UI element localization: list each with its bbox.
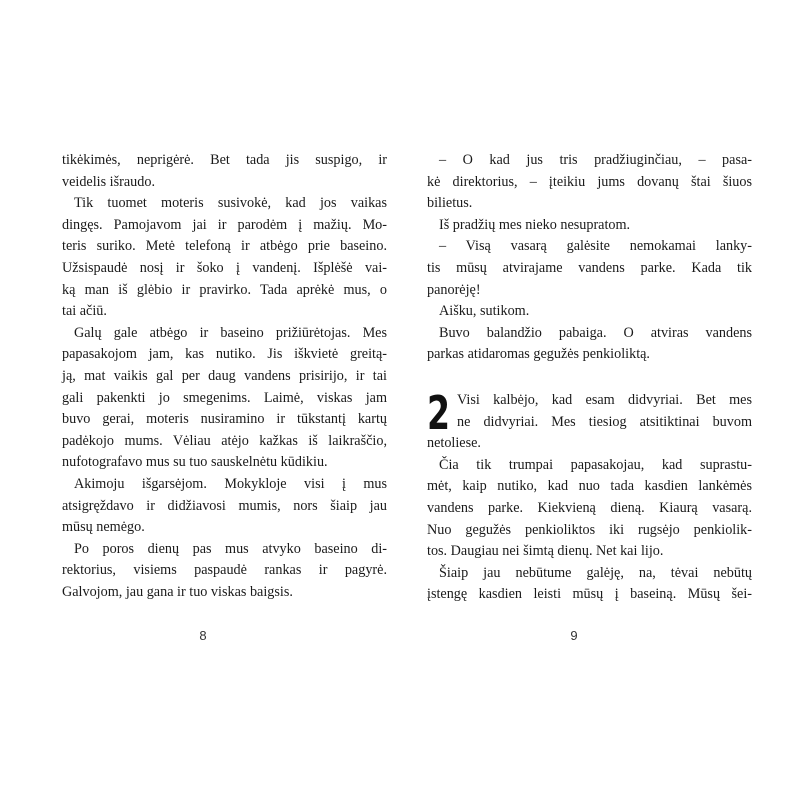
text-line: buvo gerai, moteris nusiramino ir tūkstantį kartų: [62, 411, 387, 428]
page-number-right: 9: [570, 628, 578, 643]
text-line: Iš pradžių mes nieko nesupratom.: [439, 216, 631, 233]
text-line: Čia tik trumpai papasakojau, kad suprastu-: [439, 456, 752, 473]
text-line: – O kad jus tris pradžiuginčiau, – pasa-: [439, 152, 752, 168]
chapter-number-dropcap: 2: [427, 385, 451, 440]
text-line: ką man iš glėbio ir pravirko. Tada aprėkė mus, o: [62, 281, 387, 298]
text-line: Po poros dienų pas mus atvyko baseino di-: [74, 540, 387, 557]
text-line: papasakojom jam, kas nutiko. Jis iškvietė greitą-: [62, 346, 387, 363]
text-line: Visi kalbėjo, kad esam didvyriai. Bet mes: [457, 391, 752, 408]
text-line: gali pakenkti jo smegenims. Laimė, viskas jam: [62, 389, 387, 406]
text-line: teris suriko. Metė telefoną ir atbėgo prie baseino.: [62, 238, 387, 255]
text-line: įstengę kasdien leisti mūsų į baseiną. Mūsų šei-: [427, 586, 752, 603]
text-line: nufotografavo mus su tuo sauskelnėtu kūdikiu.: [62, 454, 328, 471]
text-line: tis mūsų atvirajame vandens parke. Kada tik: [427, 259, 752, 276]
text-line: kė direktorius, – įteikiu jums dovanų štai šiuos: [427, 173, 752, 190]
text-line: Šiaip jau nebūtume galėję, na, tėvai nebūtų: [439, 564, 752, 581]
right-page-text-bottom: [427, 433, 752, 606]
text-line: Tik tuomet moteris susivokė, kad jos vaikas: [74, 195, 387, 212]
chapter-start: [427, 385, 752, 440]
left-page: [62, 150, 387, 603]
text-line: tai ačiū.: [62, 303, 107, 320]
text-line: mėt, kaip nutiko, kad nuo tada kasdien lankėmės: [427, 478, 752, 495]
text-line: Akimoju išgarsėjom. Mokykloje visi į mus: [74, 475, 387, 492]
text-line: netoliese.: [427, 435, 481, 452]
text-line: ne didvyriai. Mes tiesiog atsitiktinai buvom: [457, 413, 752, 430]
text-line: parkas atidaromas gegužės penkioliktą.: [427, 346, 650, 363]
text-line: Užsispaudė nosį ir šoko į vandenį. Išplėšė vai-: [62, 259, 387, 276]
text-line: tikėkimės, neprigėrė. Bet tada jis suspigo, ir: [62, 152, 387, 168]
text-line: mūsų nemėgo.: [62, 519, 145, 536]
text-line: atsigręždavo ir didžiavosi mumis, nors šiaip jau: [62, 497, 387, 514]
text-line: Aišku, sutikom.: [439, 303, 530, 320]
text-line: padėkojo mums. Vėliau atėjo kažkas iš laikraščio,: [62, 432, 387, 449]
left-page-text: [62, 150, 387, 603]
text-line: vandens parke. Kiekvieną dieną. Kiaurą vasarą.: [427, 499, 752, 516]
text-line: Galvojom, jau gana ir tuo viskas baigsis.: [62, 583, 293, 600]
right-page: [427, 150, 752, 606]
text-line: rektorius, visiems paspaudė rankas ir pagyrė.: [62, 562, 387, 579]
text-line: bilietus.: [427, 195, 473, 212]
text-line: ją, mat vaikis gal per daug vandens prisirijo, ir tai: [62, 367, 387, 384]
page-number-left: 8: [199, 628, 207, 643]
text-line: tos. Daugiau nei šimtą dienų. Net kai lijo.: [427, 543, 664, 560]
text-line: veidelis išraudo.: [62, 173, 155, 190]
text-line: dingęs. Pamojavom jai ir parodėm į mažių. Mo-: [62, 216, 387, 233]
text-line: Galų gale atbėgo ir baseino prižiūrėtojas. Mes: [74, 324, 387, 341]
text-line: panorėję!: [427, 281, 481, 298]
text-line: – Visą vasarą galėsite nemokamai lanky-: [439, 238, 752, 255]
right-page-text-top: [427, 150, 752, 366]
chapter-gap: [427, 366, 752, 390]
text-line: Buvo balandžio pabaiga. O atviras vandens: [439, 324, 752, 341]
text-line: Nuo gegužės penkioliktos iki rugsėjo penkiolik-: [427, 521, 752, 538]
